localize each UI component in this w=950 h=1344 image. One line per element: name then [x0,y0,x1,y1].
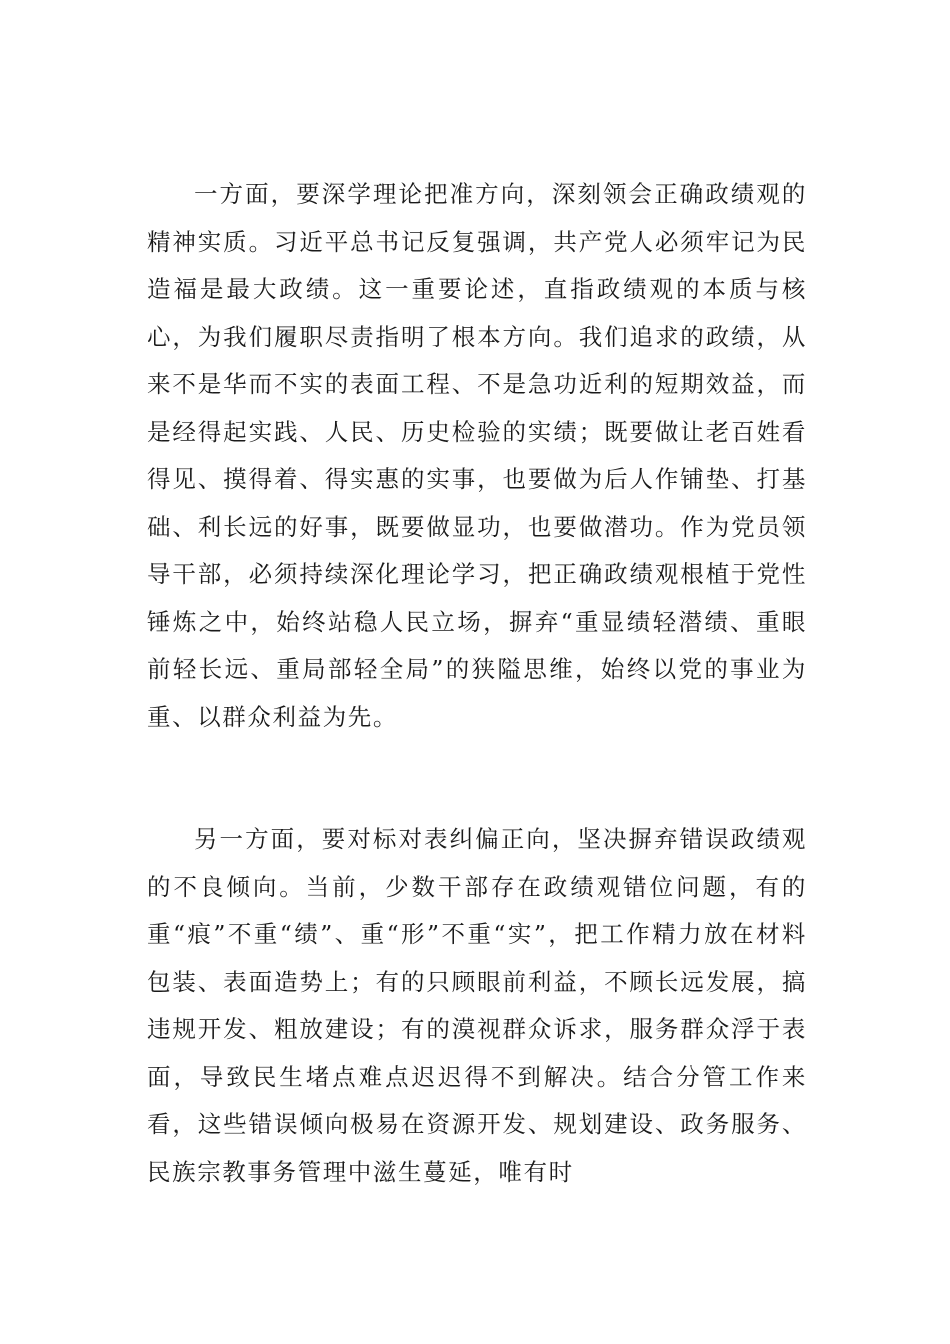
paragraph-first-aspect: 一方面，要深学理论把准方向，深刻领会正确政绩观的精神实质。习近平总书记反复强调，共产党人必须牢记为民造福是最大政绩。这一重要论述，直指政绩观的本质与核心，为我们履职尽责指明了根本方向。我们追求的政绩，从来不是华而不实的表面工程、不是急功近利的短期效益，而是经得起实践、人民、历史检验的实绩；既要做让老百姓看得见、摸得着、得实惠的实事，也要做为后人作铺垫、打基础、利长远的好事，既要做显功，也要做潜功。作为党员领导干部，必须持续深化理论学习，把正确政绩观根植于党性锤炼之中，始终站稳人民立场，摒弃“重显绩轻潜绩、重眼前轻长远、重局部轻全局”的狭隘思维，始终以党的事业为重、以群众利益为先。 [147,180,807,731]
paragraph-second-aspect: 另一方面，要对标对表纠偏正向，坚决摒弃错误政绩观的不良倾向。当前，少数干部存在政绩观错位问题，有的重“痕”不重“绩”、重“形”不重“实”，把工作精力放在材料包装、表面造势上；有的只顾眼前利益，不顾长远发展，搞违规开发、粗放建设；有的漠视群众诉求，服务群众浮于表面，导致民生堵点难点迟迟得不到解决。结合分管工作来看，这些错误倾向极易在资源开发、规划建设、政务服务、民族宗教事务管理中滋生蔓延，唯有时 [147,825,807,1186]
